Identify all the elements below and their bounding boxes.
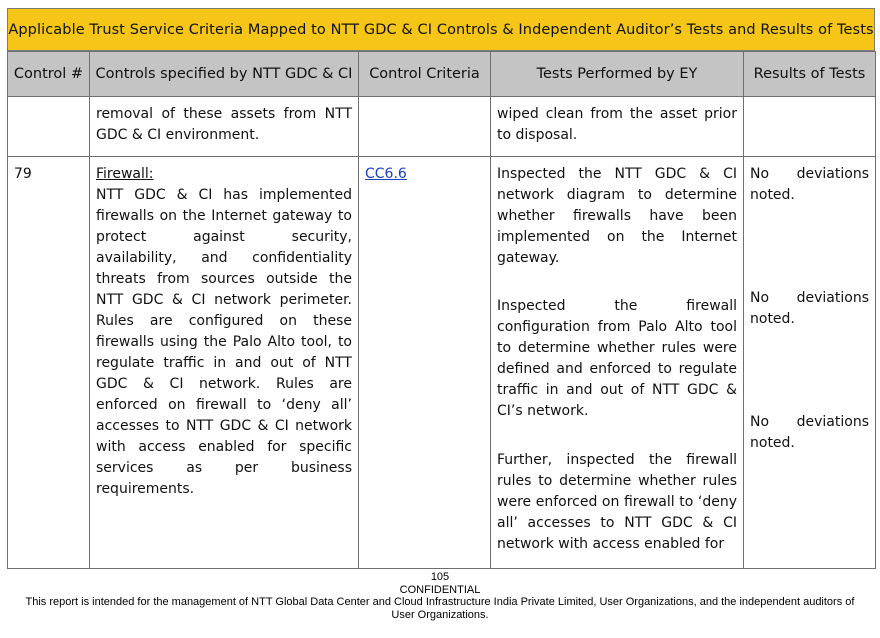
header-control-num: Control # <box>8 52 90 97</box>
table-banner <box>7 8 875 51</box>
footer-disclaimer: This report is intended for the management of NTT Global Data Center and Cloud Infrastructure India Private Limited, User Organizations, and the independent auditors of User Organizations. <box>25 596 855 621</box>
header-tests: Tests Performed by EY <box>491 52 744 97</box>
cell-empty-num <box>8 97 90 157</box>
cell-empty-criteria <box>359 97 491 157</box>
controls-table <box>7 51 876 569</box>
header-criteria: Control Criteria <box>359 52 491 97</box>
control-number: 79 <box>8 157 90 569</box>
tests-cell <box>491 157 744 569</box>
test-paragraph-1: Inspected the NTT GDC & CI network diagram to determine whether firewalls have been implemented on the Internet gateway. <box>497 166 737 266</box>
control-description-cell <box>90 157 359 569</box>
table-row-79 <box>8 157 876 569</box>
table-header-row <box>8 52 876 97</box>
result-1: No deviations noted. <box>750 166 869 203</box>
page-footer <box>0 571 880 621</box>
continued-control-text: removal of these assets from NTT GDC & CI environment. <box>90 97 359 157</box>
cell-empty-results <box>744 97 876 157</box>
control-description: NTT GDC & CI has implemented firewalls on the Internet gateway to protect against security, availability, and confidentiality threats from sources outside the NTT GDC & CI network perimeter. Rules are configured on these firewalls using the Palo Alto tool, to regulate traffic in and out of NTT GDC & CI network. Rules are enforced on firewall to ‘deny all’ accesses to NTT GDC & CI network with access enabled for specific services as per business requirements. <box>96 187 352 497</box>
test-paragraph-2: Inspected the firewall configuration from Palo Alto tool to determine whether rules were defined and enforced to regulate traffic in and out of NTT GDC & CI’s network. <box>497 298 737 419</box>
report-page <box>7 8 875 569</box>
page-number: 105 <box>430 571 450 583</box>
banner-title: Applicable Trust Service Criteria Mapped to NTT GDC & CI Controls & Independent Auditor’s Tests and Results of Tests <box>8 21 874 38</box>
control-title: Firewall: <box>96 166 154 182</box>
criteria-link[interactable]: CC6.6 <box>365 166 407 182</box>
header-controls: Controls specified by NTT GDC & CI <box>90 52 359 97</box>
control-criteria-cell <box>359 157 491 569</box>
test-paragraph-3: Further, inspected the firewall rules to determine whether rules were enforced on firewall to ‘deny all’ accesses to NTT GDC & CI network with access enabled for <box>497 452 737 552</box>
header-results: Results of Tests <box>744 52 876 97</box>
continued-test-text: wiped clean from the asset prior to disposal. <box>491 97 744 157</box>
result-2: No deviations noted. <box>750 290 869 327</box>
table-row-continued <box>8 97 876 157</box>
confidential-label: CONFIDENTIAL <box>399 583 481 596</box>
results-cell <box>744 157 876 569</box>
result-3: No deviations noted. <box>750 414 869 451</box>
